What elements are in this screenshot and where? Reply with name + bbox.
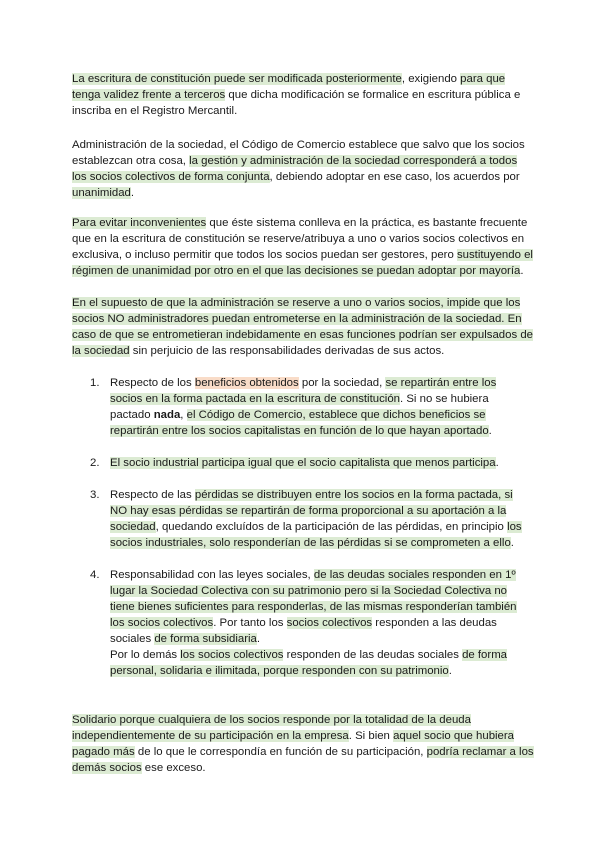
text: . Por tanto los [213, 617, 287, 629]
highlight: Para evitar inconvenientes [72, 217, 207, 229]
text: . [256, 633, 261, 645]
text: ese exceso. [141, 762, 206, 774]
list-item [90, 567, 528, 679]
text: Respecto de las [110, 489, 195, 501]
highlight: para que tenga validez frente a terceros [72, 73, 506, 101]
highlight: pérdidas se distribuyen entre los socios en la forma pactada, si NO hay esas pérdidas se repartirán de forma proporcional a su aportación a la sociedad [110, 489, 513, 533]
list-item [90, 487, 528, 551]
text: . [520, 265, 524, 277]
highlight: de las deudas sociales responden en 1º lugar la Sociedad Colectiva con su patrimonio pero si la Sociedad Colectiva no tiene bienes suficientes para responderlas, de las mismas responderían también los socios colectivos [110, 569, 517, 629]
text: , [180, 409, 187, 421]
text: Administración de la sociedad, el Código de Comercio establece que salvo que los socios establezcan otra cosa, [72, 139, 525, 167]
text: Por lo demás [110, 649, 181, 661]
list-item-text [110, 455, 528, 471]
paragraph-inconvenientes [72, 215, 534, 279]
highlight: de forma personal, solidaria e ilimitada, porque responden con su patrimonio [110, 649, 508, 677]
highlight: el Código de Comercio, establece que dichos beneficios se repartirán entre los socios capitalistas en función de lo que hayan aportado [110, 409, 489, 437]
text: Respecto de los [110, 377, 195, 389]
list-number: 2. [90, 457, 100, 469]
highlight: En el supuesto de que la administración se reserve a uno o varios socios, impide que los socios NO administradores puedan entrometerse en la administración de la sociedad. En caso de que se entrometieran indebidamente en esas funciones podrían ser expulsados de la sociedad [72, 297, 533, 357]
text: por la sociedad, [298, 377, 386, 389]
list-item-text [110, 487, 528, 551]
highlight: los socios colectivos [180, 649, 284, 661]
paragraph-supuesto-administracion [72, 295, 534, 359]
list-item-text [110, 567, 528, 679]
text: de lo que le correspondía en función de su participación, [134, 746, 427, 758]
text: . [510, 537, 514, 549]
paragraph-administracion [72, 137, 534, 201]
highlight: podría reclamar a los demás socios [72, 746, 534, 774]
text: . [448, 665, 452, 677]
text: . [488, 425, 492, 437]
list-number: 4. [90, 569, 100, 581]
highlight: sustituyendo el régimen de unanimidad por otro en el que las decisiones se puedan adoptar por mayoría [72, 249, 533, 277]
paragraph-solidario [72, 712, 534, 776]
text: . Si no se hubiera pactado [110, 393, 489, 421]
list-item [90, 455, 528, 471]
highlight: Solidario porque cualquiera de los socios responde por la totalidad de la deuda independientemente de su participación en la empresa [72, 714, 471, 742]
text: . [130, 187, 135, 199]
highlight: La escritura de constitución puede ser modificada posteriormente [72, 73, 402, 85]
text: . Si bien [348, 730, 394, 742]
text: , debiendo adoptar en ese caso, los acuerdos por [269, 171, 520, 183]
paragraph-escritura-modificacion [72, 71, 534, 119]
list-number: 1. [90, 377, 100, 389]
highlight: la gestión y administración de la sociedad corresponderá a todos los socios colectivos de forma conjunta [72, 155, 518, 183]
highlight: aquel socio que hubiera pagado más [72, 730, 515, 758]
text: , quedando excluídos de la participación de las pérdidas, en principio [155, 521, 508, 533]
highlight: de forma subsidiaria [154, 633, 257, 645]
text: sin perjuicio de las responsabilidades derivadas de sus actos. [129, 345, 445, 357]
text: responden a las deudas sociales [110, 617, 497, 645]
highlight: unanimidad [72, 187, 131, 199]
list-item [90, 375, 528, 439]
highlight: El socio industrial participa igual que el socio capitalista que menos participa [110, 457, 496, 469]
bold-text: nada [153, 409, 181, 421]
highlight: se repartirán entre los socios en la forma pactada en la escritura de constitución [110, 377, 497, 405]
text: , exigiendo [401, 73, 461, 85]
highlight-orange: beneficios obtenidos [194, 377, 299, 389]
text: Responsabilidad con las leyes sociales, [110, 569, 314, 581]
numbered-list [90, 375, 528, 679]
highlight: socios colectivos [286, 617, 373, 629]
list-item-text [110, 375, 528, 439]
text: responden de las deudas sociales [283, 649, 463, 661]
text: . [495, 457, 499, 469]
text: que éste sistema conlleva en la práctica, es bastante frecuente que en la escritura de constitución se reserve/atribuya a uno o varios socios colectivos en exclusiva, o incluso permitir que todos los socios puedan ser gestores, pero [72, 217, 528, 261]
highlight: los socios industriales, solo responderían de las pérdidas si se comprometen a ello [110, 521, 522, 549]
text: que dicha modificación se formalice en escritura pública e inscriba en el Registro Mercantil. [72, 89, 521, 117]
list-number: 3. [90, 489, 100, 501]
